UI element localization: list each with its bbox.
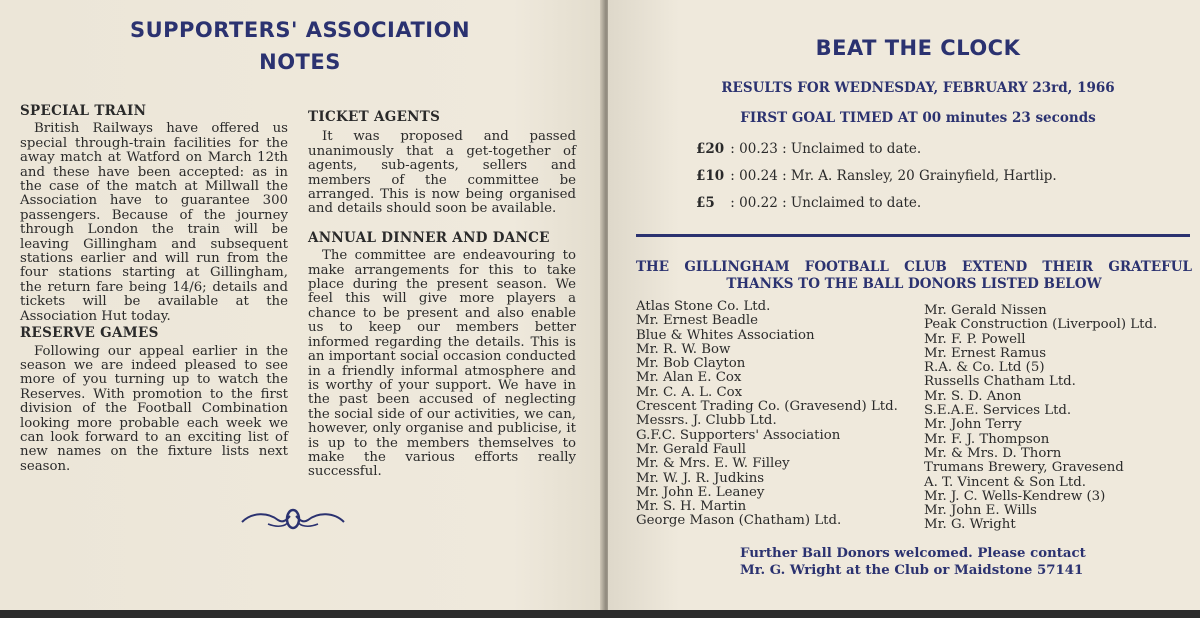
donor-item: Mr. Bob Clayton bbox=[636, 356, 746, 372]
donor-item: Blue & Whites Association bbox=[636, 327, 815, 343]
donor-item: Mr. Alan E. Cox bbox=[636, 370, 742, 386]
ticket-agents-heading: TICKET AGENTS bbox=[308, 109, 441, 125]
donor-item: Mr. & Mrs. E. W. Filley bbox=[636, 456, 790, 472]
right-page bbox=[608, 0, 1200, 610]
donor-item: Mr. C. A. L. Cox bbox=[636, 384, 743, 400]
donor-item: Mr. F. J. Thompson bbox=[924, 431, 1050, 447]
donor-item: Russells Chatham Ltd. bbox=[924, 374, 1076, 390]
thanks-line-1: THE GILLINGHAM FOOTBALL CLUB EXTEND THEIR GRATEFUL bbox=[636, 259, 1192, 275]
donor-item: Mr. F. P. Powell bbox=[924, 331, 1026, 347]
prize-amount: £10 bbox=[696, 168, 725, 184]
divider-rule bbox=[636, 234, 1190, 237]
annual-dinner-text: The committee are endeavouring to make arrangements for this to take place during the present season. We feel this will give more players a chance to be present and also enable us to keep our members better informed regarding the details. This is an important social occasion conducted in a friendly informal atmosphere and is worthy of your support. We have in the past been accused of neglecting the social side of our activities, we can, however, only organise and publicise, it is up to the members themselves to make the various efforts really successful. bbox=[308, 248, 576, 480]
special-train-text: British Railways have offered us special through-train facilities for the away match at Watford on March 12th and these have been accepted: as in the case of the match at Millwall the Association have to guarantee 300 passengers. Because of the journey through London the train will be leaving Gillingham and subsequent stations earlier and will run from the four stations starting at Gillingham, the return fare being 14/6; details and tickets will be available at the Association Hut today. bbox=[20, 121, 288, 324]
left-column bbox=[20, 104, 288, 474]
donor-item: Crescent Trading Co. (Gravesend) Ltd. bbox=[636, 399, 898, 415]
further-line-2: Mr. G. Wright at the Club or Maidstone 57141 bbox=[740, 563, 1084, 578]
ticket-agents-text: It was proposed and passed unanimously that a get-together of agents, sub-agents, sellers and members of the committee be arranged. This is now being organised and details should soon be available. bbox=[308, 129, 576, 217]
prize-result: : 00.24 : Mr. A. Ransley, 20 Grainyfield, Hartlip. bbox=[730, 168, 1057, 184]
donor-item: George Mason (Chatham) Ltd. bbox=[636, 513, 842, 529]
donor-item: Mr. R. W. Bow bbox=[636, 341, 731, 357]
donor-item: Mr. S. D. Anon bbox=[924, 388, 1022, 404]
prize-amount: £20 bbox=[696, 141, 725, 157]
donor-item: G.F.C. Supporters' Association bbox=[636, 427, 841, 443]
donor-item: Mr. & Mrs. D. Thorn bbox=[924, 445, 1062, 461]
prize-row bbox=[696, 141, 1057, 168]
reserve-games-text: Following our appeal earlier in the season we are indeed pleased to see more of you turning up to watch the Reserves. With promotion to the first division of the Football Combination looking more probable each week we can look forward to an exciting list of new names on the fixture lists next season. bbox=[20, 343, 288, 474]
right-column bbox=[308, 110, 576, 480]
special-train-heading: SPECIAL TRAIN bbox=[20, 103, 147, 119]
prize-result: : 00.23 : Unclaimed to date. bbox=[730, 141, 922, 157]
prize-result: : 00.22 : Unclaimed to date. bbox=[730, 195, 922, 211]
donor-item: Mr. G. Wright bbox=[924, 517, 1016, 533]
prize-row bbox=[696, 195, 1057, 222]
title-line-2: NOTES bbox=[259, 50, 341, 74]
donor-item: Mr. Gerald Nissen bbox=[924, 303, 1047, 318]
donor-item: Peak Construction (Liverpool) Ltd. bbox=[924, 317, 1158, 333]
donor-item: Mr. John Terry bbox=[924, 417, 1022, 433]
prize-row bbox=[696, 168, 1057, 195]
donor-item: Atlas Stone Co. Ltd. bbox=[636, 299, 771, 314]
donor-item: A. T. Vincent & Son Ltd. bbox=[924, 474, 1086, 490]
donor-list-2 bbox=[924, 304, 1157, 533]
donor-item: S.E.A.E. Services Ltd. bbox=[924, 403, 1072, 419]
bottom-edge bbox=[0, 610, 1200, 618]
left-page bbox=[0, 0, 604, 610]
donor-item: R.A. & Co. Ltd (5) bbox=[924, 360, 1045, 376]
donor-item: Mr. John E. Leaney bbox=[636, 484, 765, 500]
page-title bbox=[100, 14, 500, 78]
donor-item: Mr. Ernest Ramus bbox=[924, 345, 1047, 361]
donor-item: Mr. S. H. Martin bbox=[636, 499, 747, 515]
prize-list bbox=[696, 141, 1057, 222]
thanks-line-2: THANKS TO THE BALL DONORS LISTED BELOW bbox=[726, 276, 1102, 292]
results-line: RESULTS FOR WEDNESDAY, FEBRUARY 23rd, 1966 bbox=[721, 80, 1115, 96]
further-donors-note bbox=[696, 545, 1096, 579]
title-line-1: SUPPORTERS' ASSOCIATION bbox=[129, 18, 471, 42]
first-goal-line: FIRST GOAL TIMED AT 00 minutes 23 seconds bbox=[740, 110, 1096, 126]
scroll-ornament-icon bbox=[238, 506, 348, 532]
donor-list-1 bbox=[636, 300, 898, 529]
donor-item: Messrs. J. Clubb Ltd. bbox=[636, 413, 777, 429]
reserve-games-heading: RESERVE GAMES bbox=[20, 325, 159, 342]
donor-item: Mr. Gerald Faull bbox=[636, 441, 747, 457]
beat-the-clock-title: BEAT THE CLOCK bbox=[815, 36, 1021, 60]
donor-item: Mr. W. J. R. Judkins bbox=[636, 470, 765, 486]
further-line-1: Further Ball Donors welcomed. Please contact bbox=[740, 546, 1086, 561]
donor-item: Mr. J. C. Wells-Kendrew (3) bbox=[924, 488, 1106, 504]
donor-item: Trumans Brewery, Gravesend bbox=[924, 460, 1124, 476]
donor-item: Mr. Ernest Beadle bbox=[636, 313, 759, 329]
prize-amount: £5 bbox=[696, 195, 715, 211]
thanks-heading bbox=[636, 259, 1192, 293]
annual-dinner-heading: ANNUAL DINNER AND DANCE bbox=[308, 229, 550, 246]
donor-item: Mr. John E. Wills bbox=[924, 503, 1037, 519]
